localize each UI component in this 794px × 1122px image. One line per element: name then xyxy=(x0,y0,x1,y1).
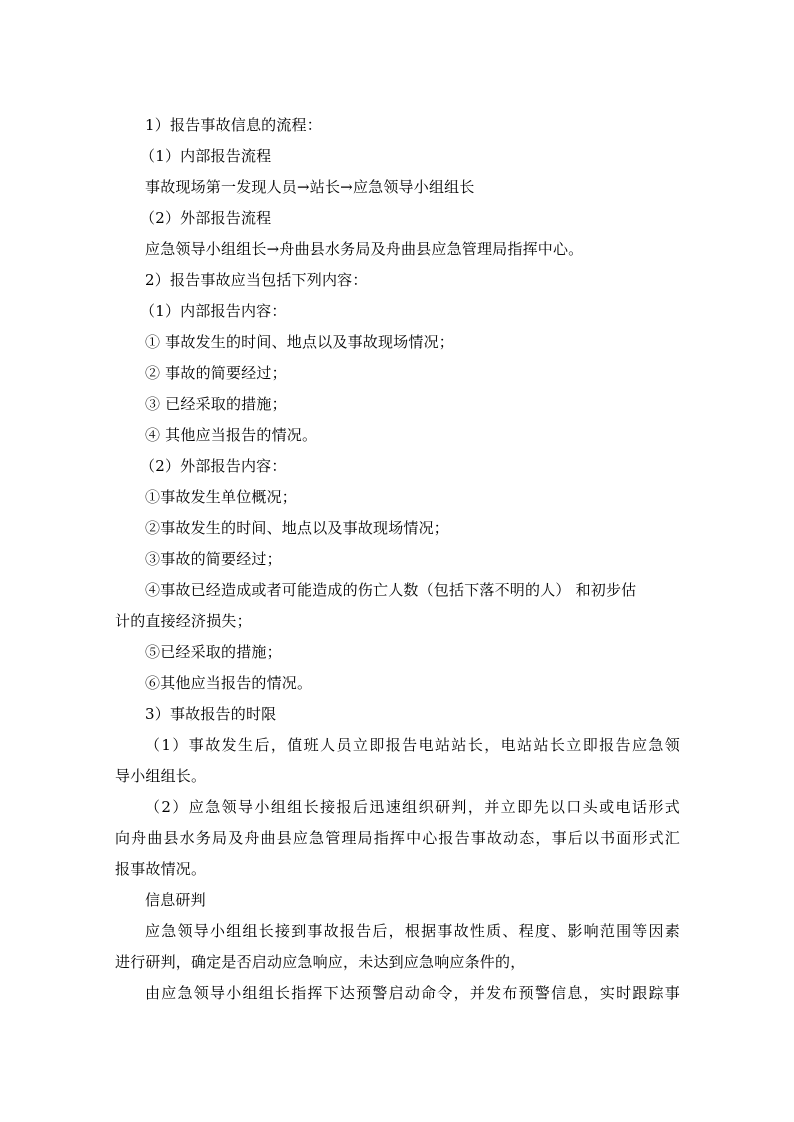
paragraph-line: （2）应急领导小组组长接报后迅速组织研判，并立即先以口头或电话形式 xyxy=(145,798,680,816)
paragraph-line: 事故现场第一发现人员→站长→应急领导小组组长 xyxy=(145,178,475,196)
paragraph-line: 导小组组长。 xyxy=(115,767,207,785)
paragraph-line: 报事故情况。 xyxy=(115,860,207,878)
paragraph-line: 向舟曲县水务局及舟曲县应急管理局指挥中心报告事故动态，事后以书面形式汇 xyxy=(115,829,680,847)
subheading-external-content: （2）外部报告内容： xyxy=(140,457,287,475)
paragraph-line: 由应急领导小组组长指挥下达预警启动命令，并发布预警信息，实时跟踪事 xyxy=(145,984,680,1002)
list-item: ② 事故的简要经过； xyxy=(145,364,287,382)
paragraph-line: （1）事故发生后，值班人员立即报告电站站长，电站站长立即报告应急领 xyxy=(145,736,680,754)
paragraph-line: 应急领导小组组长接到事故报告后，根据事故性质、程度、影响范围等因素 xyxy=(145,922,680,940)
paragraph-line: 进行研判，确定是否启动应急响应，未达到应急响应条件的， xyxy=(115,953,526,971)
section-heading-info-assessment: 信息研判 xyxy=(145,891,206,909)
list-item: ③ 已经采取的措施； xyxy=(145,395,287,413)
list-item: ① 事故发生的时间、地点以及事故现场情况； xyxy=(145,333,454,351)
paragraph-line: 应急领导小组组长→舟曲县水务局及舟曲县应急管理局指挥中心。 xyxy=(145,240,584,258)
subheading-internal-flow: （1）内部报告流程 xyxy=(140,147,272,165)
list-item: ⑥其他应当报告的情况。 xyxy=(145,674,313,692)
section-heading-report-flow: 1）报告事故信息的流程： xyxy=(145,116,322,134)
list-item: ⑤已经采取的措施； xyxy=(145,643,282,661)
list-item: ③事故的简要经过； xyxy=(145,550,282,568)
list-item: ①事故发生单位概况； xyxy=(145,488,298,506)
list-item: ④ 其他应当报告的情况。 xyxy=(145,426,318,444)
list-item: ②事故发生的时间、地点以及事故现场情况； xyxy=(145,519,450,537)
subheading-internal-content: （1）内部报告内容： xyxy=(140,302,287,320)
subheading-external-flow: （2）外部报告流程 xyxy=(140,209,272,227)
list-item-continuation: 计的直接经济损失； xyxy=(115,612,252,630)
section-heading-report-content: 2）报告事故应当包括下列内容： xyxy=(145,271,368,289)
section-heading-report-time-limit: 3）事故报告的时限 xyxy=(145,705,277,723)
list-item: ④事故已经造成或者可能造成的伤亡人数（包括下落不明的人） 和初步估 xyxy=(145,581,637,599)
